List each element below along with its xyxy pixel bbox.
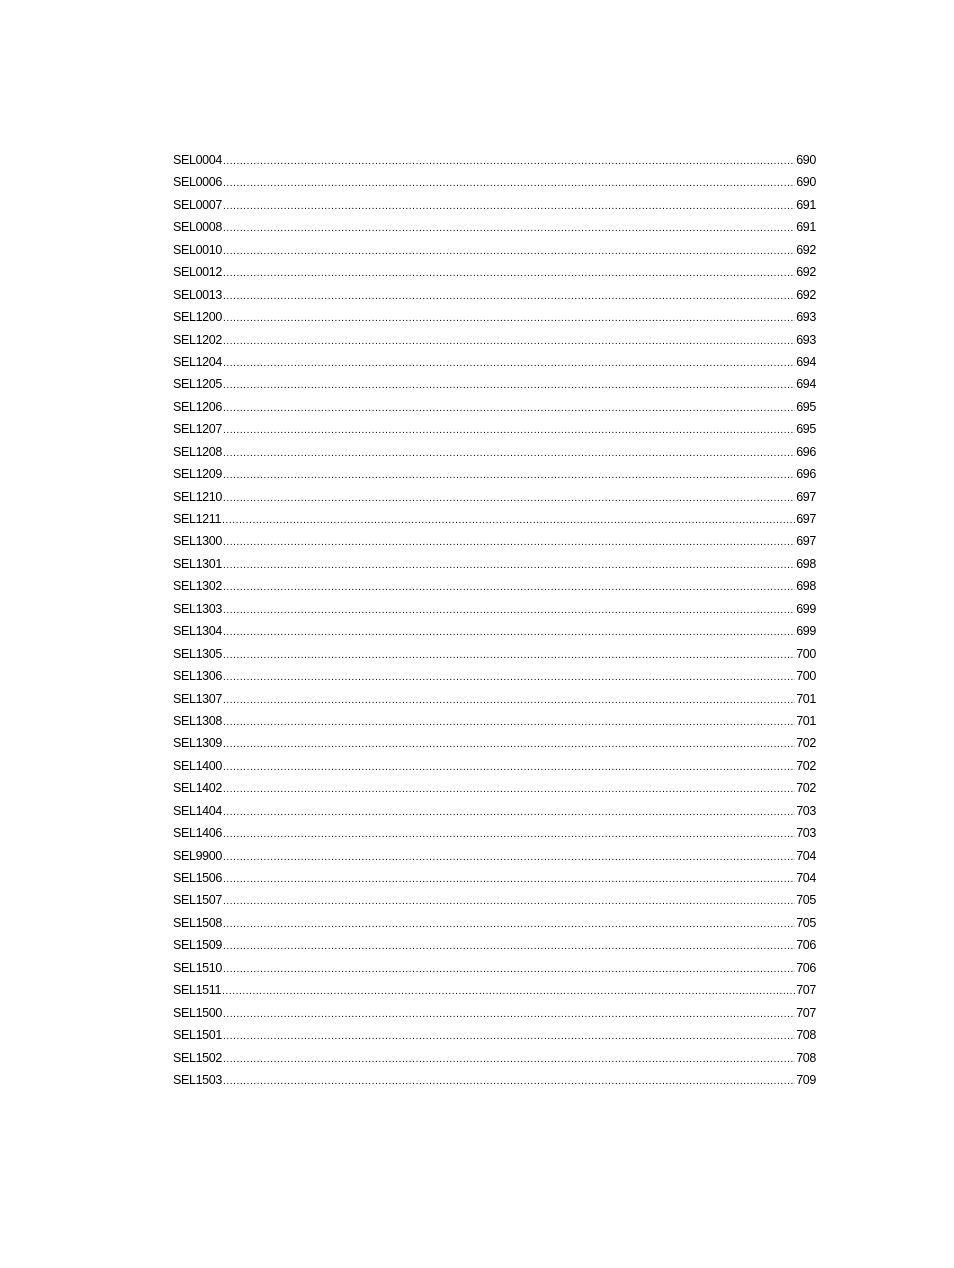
toc-entry-page-number: 698 — [796, 579, 816, 594]
toc-entry-label: SEL1501 — [173, 1028, 222, 1043]
toc-entry[interactable] — [173, 441, 816, 463]
toc-dot-leader — [223, 891, 795, 913]
toc-entry[interactable] — [173, 216, 816, 238]
toc-entry[interactable] — [173, 1024, 816, 1046]
toc-entry[interactable] — [173, 1069, 816, 1091]
toc-entry-label: SEL1211 — [173, 512, 222, 526]
toc-entry-page-number: 708 — [796, 1050, 816, 1065]
toc-entry[interactable] — [173, 486, 816, 508]
toc-entry[interactable] — [173, 934, 816, 956]
toc-entry-page-number: 695 — [796, 399, 816, 414]
toc-entry-label: SEL1507 — [173, 893, 222, 908]
toc-dot-leader — [223, 1049, 795, 1071]
toc-entry-page-number: 697 — [796, 534, 816, 549]
toc-entry-page-number: 691 — [796, 197, 816, 212]
toc-dot-leader — [223, 734, 795, 756]
toc-entry[interactable] — [173, 329, 816, 351]
toc-entry[interactable] — [173, 351, 816, 373]
toc-entry[interactable] — [173, 620, 816, 642]
toc-entry-page-number: 702 — [796, 736, 816, 751]
toc-entry-page-number: 707 — [796, 983, 816, 998]
toc-dot-leader — [223, 308, 795, 330]
toc-entry-label: SEL1209 — [173, 467, 222, 482]
toc-entry-label: SEL0010 — [173, 242, 222, 257]
toc-entry-label: SEL1506 — [173, 871, 222, 885]
toc-entry[interactable] — [173, 553, 816, 575]
toc-entry[interactable] — [173, 284, 816, 306]
toc-entry-label: SEL1202 — [173, 332, 222, 347]
toc-dot-leader — [223, 488, 795, 510]
toc-dot-leader — [223, 173, 795, 195]
toc-entry-label: SEL1200 — [173, 310, 222, 325]
toc-dot-leader — [223, 802, 795, 824]
toc-entry-page-number: 692 — [796, 242, 816, 257]
toc-entry-label: SEL1510 — [173, 960, 222, 975]
toc-entry-page-number: 699 — [796, 601, 816, 616]
toc-dot-leader — [223, 645, 795, 667]
toc-entry-label: SEL1307 — [173, 691, 222, 706]
toc-dot-leader — [223, 622, 795, 644]
toc-entry-label: SEL1511 — [173, 983, 222, 998]
toc-entry-label: SEL1402 — [173, 781, 222, 796]
toc-entry[interactable] — [173, 373, 816, 395]
toc-dot-leader — [223, 600, 795, 622]
toc-entry-label: SEL1305 — [173, 646, 222, 661]
toc-dot-leader — [223, 824, 795, 846]
toc-entry-page-number: 693 — [796, 332, 816, 347]
toc-entry-page-number: 701 — [796, 713, 816, 728]
toc-entry[interactable] — [173, 1002, 816, 1024]
toc-dot-leader — [223, 1026, 795, 1048]
toc-dot-leader — [223, 667, 795, 689]
toc-entry[interactable] — [173, 530, 816, 552]
toc-entry-label: SEL1502 — [173, 1050, 222, 1065]
toc-entry[interactable] — [173, 396, 816, 418]
toc-entry-page-number: 703 — [796, 803, 816, 818]
toc-dot-leader — [223, 532, 795, 554]
toc-entry-label: SEL1205 — [173, 377, 222, 392]
toc-dot-leader — [223, 914, 795, 936]
toc-dot-leader — [223, 331, 795, 353]
toc-entry-label: SEL0006 — [173, 175, 222, 190]
toc-entry-label: SEL1509 — [173, 938, 222, 953]
toc-entry-page-number: 693 — [796, 310, 816, 325]
toc-entry-label: SEL1503 — [173, 1072, 222, 1087]
toc-dot-leader — [223, 1004, 795, 1026]
toc-dot-leader — [223, 1071, 795, 1093]
toc-dot-leader — [223, 241, 795, 263]
toc-entry-page-number: 705 — [796, 915, 816, 930]
toc-entry[interactable] — [173, 171, 816, 193]
toc-entry-page-number: 690 — [796, 153, 816, 167]
toc-dot-leader — [223, 151, 795, 173]
toc-entry-page-number: 699 — [796, 624, 816, 639]
toc-entry-page-number: 704 — [796, 848, 816, 863]
toc-dot-leader — [222, 510, 795, 532]
toc-dot-leader — [223, 353, 795, 375]
toc-dot-leader — [223, 936, 795, 958]
toc-entry-label: SEL0004 — [173, 153, 222, 167]
toc-entry-label: SEL0008 — [173, 220, 222, 235]
toc-entry[interactable] — [173, 710, 816, 732]
toc-entry-page-number: 700 — [796, 646, 816, 661]
toc-entry-label: SEL1207 — [173, 422, 222, 437]
toc-entry[interactable] — [173, 463, 816, 485]
toc-entry[interactable] — [173, 732, 816, 754]
toc-entry[interactable] — [173, 867, 816, 889]
toc-entry[interactable] — [173, 755, 816, 777]
toc-entry[interactable] — [173, 261, 816, 283]
toc-entry-page-number: 709 — [796, 1072, 816, 1087]
toc-entry-page-number: 696 — [796, 444, 816, 459]
toc-entry[interactable] — [173, 777, 816, 799]
toc-entry-page-number: 694 — [796, 354, 816, 369]
toc-entry-page-number: 697 — [796, 512, 816, 526]
toc-entry[interactable] — [173, 1047, 816, 1069]
toc-entry[interactable] — [173, 688, 816, 710]
toc-entry-page-number: 692 — [796, 265, 816, 280]
toc-entry[interactable] — [173, 418, 816, 440]
toc-entry-page-number: 705 — [796, 893, 816, 908]
toc-entry-label: SEL1306 — [173, 669, 222, 684]
toc-dot-leader — [223, 196, 795, 218]
toc-entry-page-number: 691 — [796, 220, 816, 235]
toc-entry-label: SEL1500 — [173, 1005, 222, 1020]
toc-entry-page-number: 692 — [796, 287, 816, 302]
toc-dot-leader — [223, 555, 795, 577]
toc-dot-leader — [223, 375, 795, 397]
toc-dot-leader — [223, 847, 795, 869]
toc-entry-label: SEL1308 — [173, 713, 222, 728]
toc-entry-page-number: 700 — [796, 669, 816, 684]
toc-entry-label: SEL1404 — [173, 803, 222, 818]
toc-dot-leader — [223, 465, 795, 487]
toc-dot-leader — [223, 959, 795, 981]
toc-entry[interactable] — [173, 194, 816, 216]
toc-entry-page-number: 704 — [796, 871, 816, 885]
toc-entry[interactable] — [173, 306, 816, 328]
toc-entry[interactable] — [173, 598, 816, 620]
toc-entry-page-number: 703 — [796, 826, 816, 841]
toc-entry-page-number: 702 — [796, 758, 816, 773]
toc-entry-page-number: 698 — [796, 556, 816, 571]
toc-entry-label: SEL1400 — [173, 758, 222, 773]
toc-entry-page-number: 707 — [796, 1005, 816, 1020]
table-of-contents — [173, 149, 816, 1091]
toc-dot-leader — [223, 869, 795, 891]
toc-entry-label: SEL1208 — [173, 444, 222, 459]
toc-entry[interactable] — [173, 665, 816, 687]
toc-dot-leader — [223, 263, 795, 285]
toc-entry-page-number: 702 — [796, 781, 816, 796]
toc-dot-leader — [223, 398, 795, 420]
toc-entry-page-number: 696 — [796, 467, 816, 482]
toc-dot-leader — [223, 690, 795, 712]
toc-dot-leader — [223, 286, 795, 308]
toc-entry[interactable] — [173, 643, 816, 665]
toc-entry-label: SEL1309 — [173, 736, 222, 751]
toc-entry-label: SEL1300 — [173, 534, 222, 549]
toc-entry-page-number: 706 — [796, 938, 816, 953]
toc-entry-page-number: 695 — [796, 422, 816, 437]
toc-entry-label: SEL1204 — [173, 354, 222, 369]
toc-dot-leader — [223, 712, 795, 734]
toc-entry-label: SEL9900 — [173, 848, 222, 863]
toc-entry-label: SEL1508 — [173, 915, 222, 930]
toc-entry-label: SEL1406 — [173, 826, 222, 841]
toc-entry[interactable] — [173, 800, 816, 822]
toc-entry-page-number: 701 — [796, 691, 816, 706]
toc-dot-leader — [223, 577, 795, 599]
toc-dot-leader — [223, 757, 795, 779]
toc-entry-label: SEL1206 — [173, 399, 222, 414]
toc-entry[interactable] — [173, 889, 816, 911]
toc-entry-page-number: 694 — [796, 377, 816, 392]
toc-entry-label: SEL1302 — [173, 579, 222, 594]
toc-entry-page-number: 690 — [796, 175, 816, 190]
toc-entry[interactable] — [173, 912, 816, 934]
toc-entry-label: SEL1210 — [173, 489, 222, 504]
toc-entry[interactable] — [173, 508, 816, 530]
toc-dot-leader — [223, 420, 795, 442]
toc-entry[interactable] — [173, 957, 816, 979]
toc-entry-page-number: 706 — [796, 960, 816, 975]
toc-entry[interactable] — [173, 845, 816, 867]
toc-entry-label: SEL1304 — [173, 624, 222, 639]
toc-entry[interactable] — [173, 239, 816, 261]
toc-entry-page-number: 697 — [796, 489, 816, 504]
toc-entry-label: SEL1301 — [173, 556, 222, 571]
toc-dot-leader — [222, 981, 795, 1003]
toc-entry[interactable] — [173, 149, 816, 171]
toc-dot-leader — [223, 443, 795, 465]
toc-entry[interactable] — [173, 822, 816, 844]
toc-entry[interactable] — [173, 979, 816, 1001]
toc-entry[interactable] — [173, 575, 816, 597]
toc-entry-label: SEL0007 — [173, 197, 222, 212]
toc-entry-label: SEL0013 — [173, 287, 222, 302]
toc-entry-label: SEL1303 — [173, 601, 222, 616]
toc-entry-page-number: 708 — [796, 1028, 816, 1043]
toc-dot-leader — [223, 779, 795, 801]
toc-entry-label: SEL0012 — [173, 265, 222, 280]
toc-dot-leader — [223, 218, 795, 240]
